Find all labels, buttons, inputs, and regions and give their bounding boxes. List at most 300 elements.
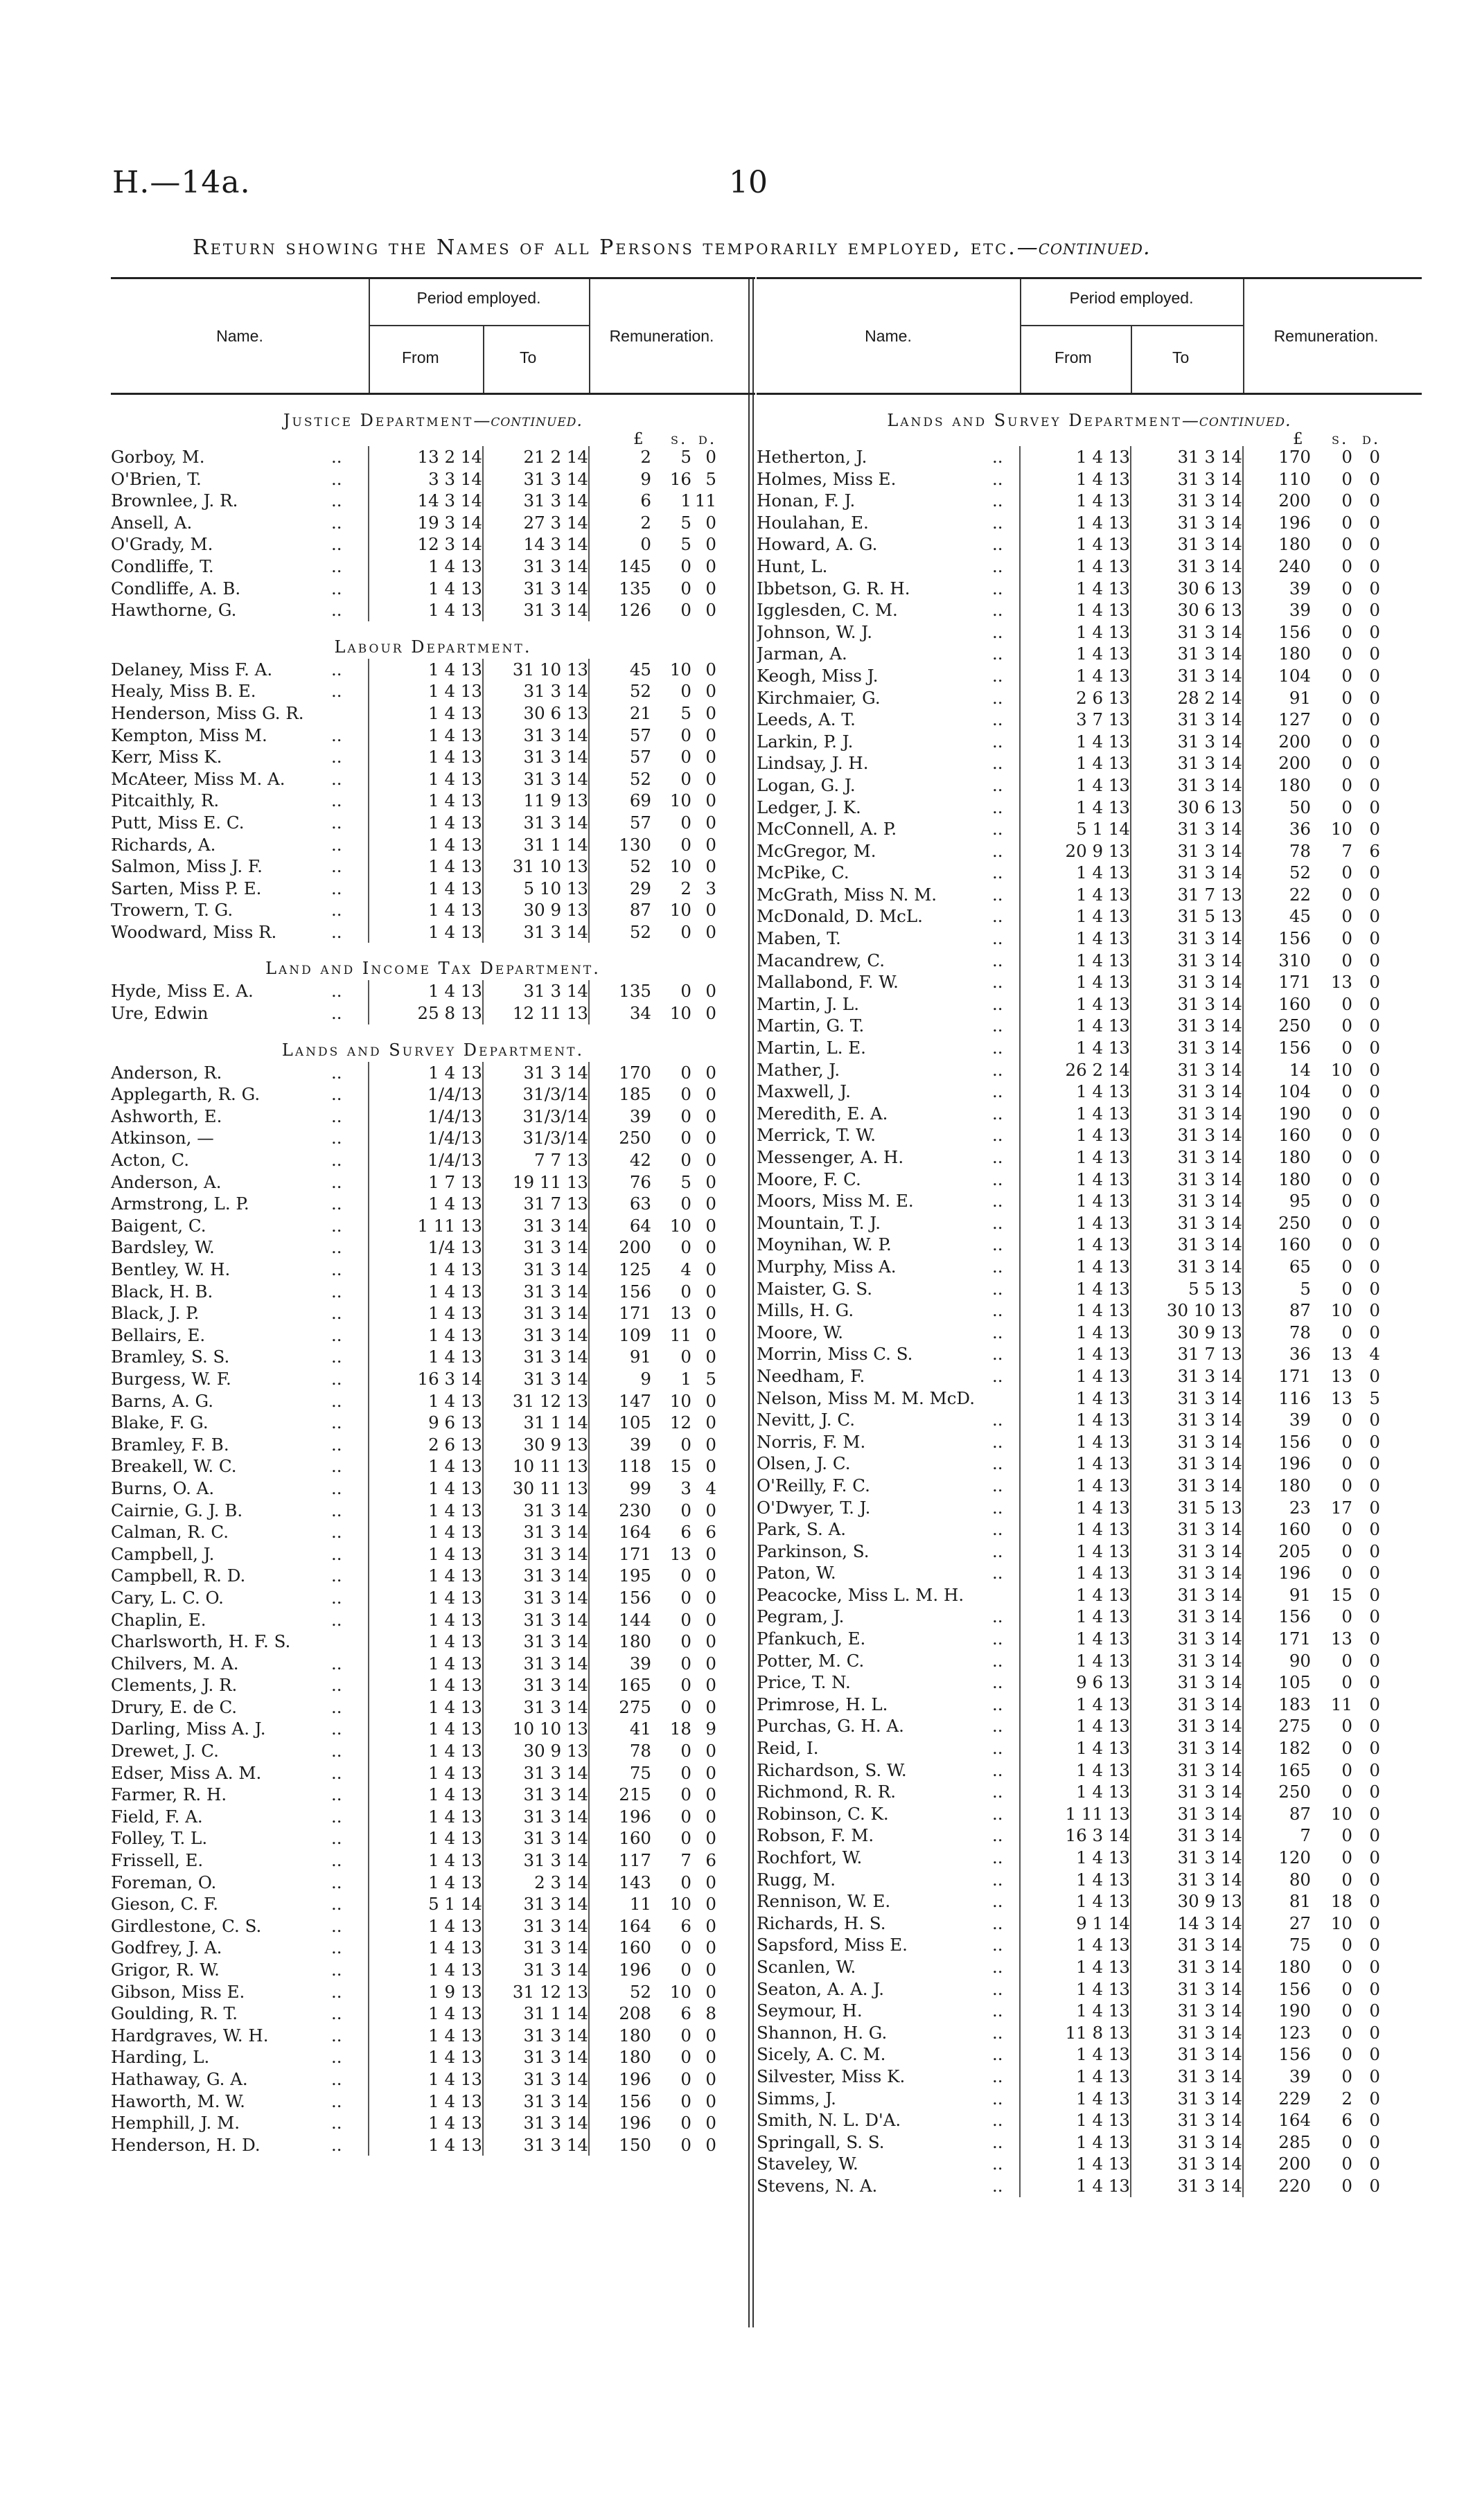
person-name: Bentley, W. H. (111, 1259, 231, 1279)
section-title-text: Lands and Survey Department (887, 411, 1182, 430)
pay-shillings: 0 (1341, 600, 1352, 621)
period-from: 1 4 13 (369, 1259, 483, 1281)
period-from: 1 7 13 (369, 1171, 483, 1194)
period-from: 1 4 13 (369, 1740, 483, 1762)
pay-pounds: 160 (589, 1827, 651, 1849)
leader-dots: .. (992, 1278, 1003, 1299)
pay-pence: 0 (1369, 2022, 1380, 2043)
pay-pence: 0 (1369, 578, 1380, 598)
leader-dots: .. (331, 1587, 342, 1608)
table-row (111, 1565, 716, 1587)
pay-pounds: 156 (1243, 1037, 1311, 1059)
person-name: Chilvers, M. A. (111, 1653, 239, 1674)
person-name: Pfankuch, E. (757, 1629, 866, 1649)
table-row (757, 1497, 1380, 1519)
period-to: 10 11 13 (483, 1455, 589, 1478)
table-row (757, 1934, 1380, 1956)
pay-shillings: 0 (1341, 1169, 1352, 1189)
period-from: 1 4 13 (369, 1849, 483, 1872)
pay-pounds: 180 (1243, 774, 1311, 797)
period-from: 1 4 13 (1020, 1628, 1131, 1650)
pay-pence: 0 (705, 556, 716, 576)
period-from: 2 6 13 (369, 1434, 483, 1456)
pay-shillings: 0 (680, 1281, 691, 1302)
person-name: Nelson, Miss M. M. McD. (757, 1387, 975, 1408)
pay-shillings: 0 (680, 1872, 691, 1892)
pay-pounds: 116 (1243, 1387, 1311, 1410)
leader-dots: .. (331, 1543, 342, 1564)
pay-pence: 0 (1369, 1475, 1380, 1496)
period-from: 1 4 13 (369, 1500, 483, 1522)
table-row (111, 1193, 716, 1215)
pay-pounds: 310 (1243, 950, 1311, 972)
person-name: Woodward, Miss R. (111, 921, 277, 942)
period-to: 30 9 13 (483, 1740, 589, 1762)
pay-shillings: 0 (680, 1565, 691, 1586)
pay-shillings: 10 (669, 1981, 691, 2002)
header-period: Period employed. (1069, 289, 1194, 307)
pay-pounds: 126 (589, 599, 651, 621)
period-from: 1 4 13 (1020, 950, 1131, 972)
period-from: 1 4 13 (1020, 862, 1131, 884)
table-row (111, 599, 716, 621)
pay-pence: 0 (705, 856, 716, 877)
leader-dots: .. (331, 681, 342, 702)
leader-dots: .. (992, 1519, 1003, 1540)
pay-pounds: 52 (589, 680, 651, 702)
period-from: 1 4 13 (1020, 1541, 1131, 1563)
leader-dots: .. (331, 812, 342, 833)
person-name: Peacocke, Miss L. M. H. (757, 1584, 964, 1605)
pay-pence: 0 (1369, 928, 1380, 949)
table-row (757, 1387, 1380, 1410)
table-row (111, 1893, 716, 1915)
table-row (111, 1937, 716, 1959)
leader-dots: .. (992, 1125, 1003, 1146)
table-row (757, 884, 1380, 906)
section-table (111, 446, 716, 621)
pay-pounds: 130 (589, 834, 651, 856)
pay-pounds: 180 (1243, 1475, 1311, 1497)
pay-pence: 0 (1369, 1059, 1380, 1080)
period-from: 1 4 13 (369, 725, 483, 747)
pay-pounds: 36 (1243, 818, 1311, 840)
pay-pounds: 205 (1243, 1541, 1311, 1563)
person-name: Sarten, Miss P. E. (111, 878, 262, 898)
pay-pence: 0 (1369, 1453, 1380, 1474)
section-title-cont: —continued. (1181, 411, 1291, 430)
person-name: Condliffe, A. B. (111, 578, 241, 598)
leader-dots: .. (992, 1956, 1003, 1977)
table-row (757, 993, 1380, 1015)
pay-pounds: 196 (589, 1806, 651, 1828)
pay-pounds: 135 (589, 980, 651, 1002)
leader-dots: .. (331, 1324, 342, 1345)
period-from: 1 4 13 (1020, 1650, 1131, 1672)
pay-pence: 0 (1369, 490, 1380, 511)
person-name: Rochfort, W. (757, 1847, 863, 1867)
period-from: 5 1 14 (369, 1893, 483, 1915)
pay-pounds: 52 (589, 1981, 651, 2003)
leader-dots: .. (331, 1456, 342, 1477)
period-from: 1 4 13 (369, 790, 483, 812)
period-to: 31 3 14 (1131, 446, 1243, 468)
period-from: 1 4 13 (369, 1959, 483, 1981)
pay-shillings: 0 (680, 600, 691, 621)
period-to: 31 3 14 (1131, 1059, 1243, 1081)
pay-shillings: 0 (680, 834, 691, 855)
pay-pence: 0 (705, 1762, 716, 1783)
table-row (111, 790, 716, 812)
leader-dots: .. (331, 447, 342, 467)
person-name: Burns, O. A. (111, 1478, 215, 1498)
period-from: 5 1 14 (1020, 818, 1131, 840)
table-row (757, 709, 1380, 731)
pay-shillings: 0 (1341, 621, 1352, 642)
table-row (757, 1694, 1380, 1716)
pay-pounds: 180 (589, 2046, 651, 2068)
period-from: 1 4 13 (1020, 1234, 1131, 1256)
period-to: 31 3 14 (483, 812, 589, 834)
period-from: 1 4 13 (369, 599, 483, 621)
period-to: 30 9 13 (1131, 1322, 1243, 1344)
person-name: Moynihan, W. P. (757, 1234, 892, 1255)
period-from: 25 8 13 (369, 1002, 483, 1024)
person-name: Bardsley, W. (111, 1237, 215, 1258)
leader-dots: .. (992, 1081, 1003, 1102)
person-name: Rennison, W. E. (757, 1891, 891, 1912)
pay-pounds: 117 (589, 1849, 651, 1872)
leader-dots: .. (992, 1650, 1003, 1671)
pay-shillings: 0 (1341, 512, 1352, 533)
table-row (757, 774, 1380, 797)
person-name: Darling, Miss A. J. (111, 1719, 266, 1739)
person-name: Haworth, M. W. (111, 2091, 245, 2111)
header-name: Name. (865, 326, 912, 345)
leader-dots: .. (992, 819, 1003, 840)
period-from: 1 11 13 (1020, 1803, 1131, 1825)
pay-pence: 0 (705, 1806, 716, 1827)
pay-shillings: 15 (1330, 1584, 1352, 1605)
person-name: Atkinson, — (111, 1128, 214, 1148)
period-to: 31/3/14 (483, 1083, 589, 1106)
leader-dots: .. (331, 1806, 342, 1827)
pay-pounds: 11 (589, 1893, 651, 1915)
leader-dots: .. (992, 1365, 1003, 1386)
period-from: 1 4 13 (1020, 1694, 1131, 1716)
pay-shillings: 0 (1341, 1475, 1352, 1496)
pay-pounds: 95 (1243, 1190, 1311, 1212)
person-name: Blake, F. G. (111, 1412, 209, 1433)
pay-pence: 0 (705, 768, 716, 789)
person-name: Anderson, A. (111, 1171, 222, 1192)
pay-shillings: 6 (680, 1522, 691, 1543)
pay-pence: 0 (705, 1543, 716, 1564)
pay-pence: 0 (705, 1960, 716, 1980)
leader-dots: .. (992, 797, 1003, 817)
pay-shillings: 0 (1341, 1672, 1352, 1693)
period-from: 1 4 13 (1020, 1562, 1131, 1584)
period-to: 31 3 14 (483, 746, 589, 768)
pay-pence: 0 (705, 2091, 716, 2111)
period-from: 1 4 13 (1020, 971, 1131, 993)
table-row (757, 1541, 1380, 1563)
person-name: Seaton, A. A. J. (757, 1978, 885, 1999)
pay-pounds: 156 (1243, 1606, 1311, 1628)
leader-dots (331, 702, 369, 725)
pay-pounds: 156 (1243, 1978, 1311, 2000)
pay-pounds: 180 (1243, 643, 1311, 665)
period-to: 31 3 14 (483, 1762, 589, 1784)
person-name: Howard, A. G. (757, 534, 878, 555)
pay-pounds: 9 (589, 1368, 651, 1390)
period-to: 31 3 14 (1131, 752, 1243, 774)
period-to: 31 3 14 (1131, 468, 1243, 490)
pay-pounds: 78 (589, 1740, 651, 1762)
leader-dots: .. (992, 644, 1003, 664)
pay-shillings: 0 (1341, 1103, 1352, 1124)
pay-pence: 0 (1369, 1497, 1380, 1518)
pay-pence: 0 (1369, 797, 1380, 817)
pay-shillings: 12 (669, 1412, 691, 1433)
pay-pounds: 183 (1243, 1694, 1311, 1716)
table-row (111, 1215, 716, 1237)
leader-dots: .. (992, 1147, 1003, 1167)
table-row (757, 687, 1380, 709)
pay-pence: 0 (1369, 1759, 1380, 1780)
table-row (111, 1740, 716, 1762)
person-name: Robinson, C. K. (757, 1803, 889, 1824)
pay-pounds: 52 (1243, 862, 1311, 884)
leader-dots: .. (331, 1784, 342, 1805)
table-row (111, 1631, 716, 1653)
pay-shillings: 0 (680, 1741, 691, 1762)
pay-pence: 0 (1369, 1256, 1380, 1277)
pay-shillings: 18 (669, 1719, 691, 1739)
pay-pounds: 196 (1243, 1562, 1311, 1584)
person-name: Cairnie, G. J. B. (111, 1500, 243, 1520)
pay-pence: 0 (705, 1128, 716, 1148)
pay-shillings: 0 (1341, 1256, 1352, 1277)
pay-pounds: 50 (1243, 797, 1311, 819)
pay-pence: 0 (705, 1609, 716, 1630)
table-row (111, 746, 716, 768)
period-to: 7 7 13 (483, 1149, 589, 1171)
period-from: 1 4 13 (369, 1521, 483, 1543)
pay-pence: 0 (705, 659, 716, 680)
period-from: 1 4 13 (369, 1872, 483, 1894)
pay-pence: 0 (1369, 1825, 1380, 1846)
pay-shillings: 0 (680, 1806, 691, 1827)
person-name: Primrose, H. L. (757, 1694, 888, 1714)
period-from: 12 3 14 (369, 533, 483, 556)
table-row (757, 1956, 1380, 1978)
period-to: 31 3 14 (1131, 1606, 1243, 1628)
period-to: 31 3 14 (483, 980, 589, 1002)
period-to: 31 12 13 (483, 1390, 589, 1412)
section-title-text: Lands and Survey Department. (281, 1040, 585, 1060)
person-name: Purchas, G. H. A. (757, 1716, 904, 1737)
pay-shillings: 2 (680, 878, 691, 898)
period-to: 31 3 14 (1131, 1146, 1243, 1169)
table-row (111, 468, 716, 490)
leader-dots: .. (992, 2131, 1003, 2152)
person-name: Houlahan, E. (757, 512, 869, 533)
pay-pounds: 185 (589, 1083, 651, 1106)
pay-pence: 0 (705, 834, 716, 855)
period-to: 31 3 14 (483, 1587, 589, 1609)
leader-dots: .. (992, 1300, 1003, 1321)
pay-pounds: 75 (589, 1762, 651, 1784)
leader-dots: .. (992, 1212, 1003, 1233)
person-name: Baigent, C. (111, 1215, 206, 1236)
period-to: 19 11 13 (483, 1171, 589, 1194)
person-name: McGregor, M. (757, 840, 876, 861)
section-title (111, 409, 755, 432)
table-row (757, 840, 1380, 862)
pay-shillings: 7 (1341, 840, 1352, 861)
person-name: Parkinson, S. (757, 1541, 870, 1561)
period-to: 31 3 14 (483, 1674, 589, 1696)
table-row (111, 1412, 716, 1434)
table-row (757, 1737, 1380, 1759)
period-from: 1 4 13 (369, 1565, 483, 1587)
person-name: Farmer, R. H. (111, 1784, 227, 1805)
leader-dots: .. (331, 468, 342, 489)
currency-pounds: £ (1293, 430, 1305, 448)
table-row (757, 905, 1380, 928)
person-name: Condliffe, T. (111, 556, 214, 576)
person-name: O'Grady, M. (111, 534, 213, 555)
person-name: Henderson, H. D. (111, 2134, 261, 2155)
pay-pounds: 45 (1243, 905, 1311, 928)
period-to: 31 3 14 (483, 1368, 589, 1390)
leader-dots: .. (992, 928, 1003, 949)
person-name: Nevitt, J. C. (757, 1410, 856, 1430)
currency-header (757, 432, 1422, 446)
leader-dots: .. (992, 2088, 1003, 2109)
person-name: Keogh, Miss J. (757, 665, 879, 686)
person-name: Stevens, N. A. (757, 2175, 878, 2196)
leader-dots: .. (331, 1106, 342, 1126)
pay-pence: 0 (1369, 1629, 1380, 1649)
section-table (757, 446, 1380, 2197)
currency-pounds: £ (633, 430, 646, 448)
person-name: Henderson, Miss G. R. (111, 702, 304, 723)
person-name: Potter, M. C. (757, 1650, 865, 1671)
pay-shillings: 10 (1330, 1059, 1352, 1080)
person-name: Igglesden, C. M. (757, 600, 898, 621)
pay-pence: 0 (1369, 1365, 1380, 1386)
period-from: 1 4 13 (369, 1806, 483, 1828)
period-to: 31 3 14 (1131, 643, 1243, 665)
period-from: 2 6 13 (1020, 687, 1131, 709)
pay-pounds: 14 (1243, 1059, 1311, 1081)
person-name: Grigor, R. W. (111, 1960, 220, 1980)
period-from: 1 4 13 (1020, 1518, 1131, 1541)
table-row (111, 1981, 716, 2003)
period-to: 31 3 14 (483, 1521, 589, 1543)
period-from: 1 4 13 (369, 2003, 483, 2025)
person-name: Norris, F. M. (757, 1431, 866, 1452)
pay-shillings: 0 (680, 1106, 691, 1126)
pay-pence: 0 (1369, 1278, 1380, 1299)
pay-shillings: 0 (1341, 447, 1352, 467)
pay-pence: 0 (1369, 1956, 1380, 1977)
period-to: 31/3/14 (483, 1127, 589, 1149)
period-to: 31 3 14 (483, 1915, 589, 1937)
pay-pence: 6 (705, 1522, 716, 1543)
pay-pence: 0 (1369, 2175, 1380, 2196)
period-from: 1 4 13 (1020, 1978, 1131, 2000)
pay-pounds: 164 (1243, 2109, 1311, 2131)
leader-dots: .. (992, 1738, 1003, 1759)
person-name: Ledger, J. K. (757, 797, 861, 817)
pay-pounds: 81 (1243, 1890, 1311, 1913)
pay-pence: 4 (1369, 1344, 1380, 1365)
leader-dots: .. (331, 1412, 342, 1433)
period-to: 31 3 14 (1131, 1190, 1243, 1212)
table-row (757, 2175, 1380, 2197)
period-from: 1 4 13 (1020, 752, 1131, 774)
pay-pence: 0 (705, 1784, 716, 1805)
period-to: 31 3 14 (1131, 731, 1243, 753)
person-name: Sapsford, Miss E. (757, 1935, 908, 1955)
leader-dots: .. (331, 2113, 342, 2133)
table-row (757, 446, 1380, 468)
period-to: 31 3 14 (483, 1827, 589, 1849)
period-from: 1 4 13 (1020, 556, 1131, 578)
person-name: Jarman, A. (757, 644, 847, 664)
pay-pence: 0 (1369, 2110, 1380, 2131)
pay-pence: 0 (705, 1456, 716, 1477)
period-to: 31 3 14 (483, 1849, 589, 1872)
table-row (111, 446, 716, 468)
leader-dots: .. (331, 747, 342, 767)
pay-pounds: 156 (589, 1587, 651, 1609)
person-name: Cary, L. C. O. (111, 1587, 224, 1608)
person-name: Black, J. P. (111, 1303, 200, 1324)
period-from: 1 4 13 (369, 878, 483, 900)
pay-pence: 0 (1369, 1169, 1380, 1189)
table-row (111, 1478, 716, 1500)
table-row (111, 768, 716, 790)
period-from: 1 4 13 (369, 1346, 483, 1368)
pay-pence: 5 (705, 468, 716, 489)
pay-shillings: 0 (1341, 731, 1352, 752)
pay-shillings: 0 (1341, 490, 1352, 511)
leader-dots: .. (331, 659, 342, 680)
pay-shillings: 0 (1341, 665, 1352, 686)
pay-pounds: 39 (1243, 1409, 1311, 1431)
period-from: 1 4 13 (1020, 446, 1131, 468)
pay-shillings: 5 (680, 447, 691, 467)
period-to: 31 3 14 (1131, 1628, 1243, 1650)
person-name: Brownlee, J. R. (111, 490, 238, 511)
pay-pence: 0 (705, 578, 716, 598)
period-from: 1 4 13 (1020, 1387, 1131, 1410)
pay-pounds: 0 (589, 533, 651, 556)
person-name: Trowern, T. G. (111, 900, 233, 921)
pay-pence: 0 (705, 2113, 716, 2133)
pay-shillings: 0 (1341, 1541, 1352, 1561)
page-title (193, 236, 1412, 260)
pay-pence: 0 (1369, 906, 1380, 927)
pay-shillings: 0 (1341, 1563, 1352, 1583)
pay-shillings: 0 (1341, 1716, 1352, 1737)
pay-shillings: 13 (669, 1303, 691, 1324)
table-row (757, 1913, 1380, 1935)
